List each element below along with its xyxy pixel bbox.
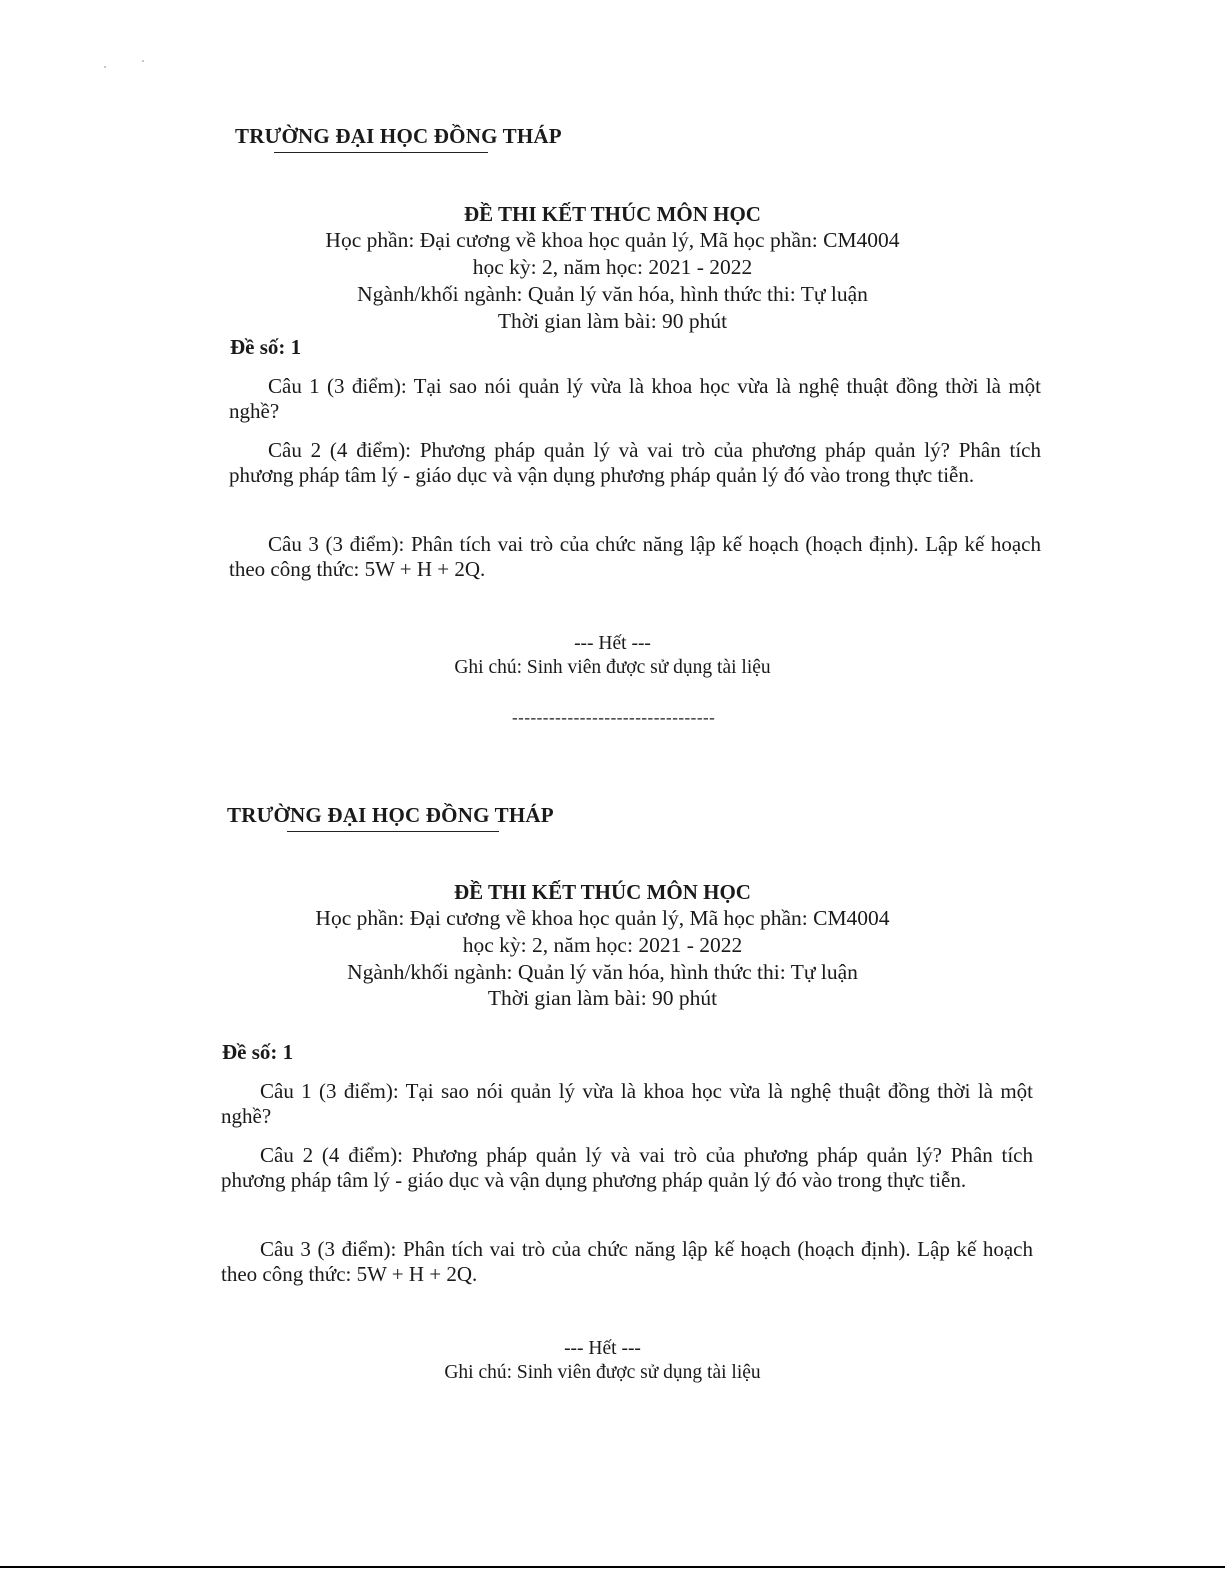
note: Ghi chú: Sinh viên được sử dụng tài liệu bbox=[444, 1362, 761, 1383]
school-name: TRƯỜNG ĐẠI HỌC ĐỒNG THÁP bbox=[235, 124, 562, 148]
question-2: Câu 2 (4 điểm): Phương pháp quản lý và vai trò của phương pháp quản lý? Phân tích phương pháp tâm lý - giáo dục và vận dụng phương pháp quản lý đó vào trong thực tiễn. bbox=[229, 438, 1041, 487]
question-3: Câu 3 (3 điểm): Phân tích vai trò của chức năng lập kế hoạch (hoạch định). Lập kế hoạch theo công thức: 5W + H + 2Q. bbox=[221, 1237, 1033, 1286]
duration-line: Thời gian làm bài: 90 phút bbox=[487, 986, 718, 1010]
exam-number: Đề số: 1 bbox=[230, 335, 302, 359]
note: Ghi chú: Sinh viên được sử dụng tài liệu bbox=[454, 657, 771, 678]
school-underline bbox=[287, 831, 499, 832]
section-divider: --------------------------------- bbox=[512, 708, 716, 727]
end-mark: --- Hết --- bbox=[574, 633, 651, 654]
exam-number: Đề số: 1 bbox=[222, 1040, 294, 1064]
major-line: Ngành/khối ngành: Quản lý văn hóa, hình thức thi: Tự luận bbox=[347, 960, 858, 984]
question-1: Câu 1 (3 điểm): Tại sao nói quản lý vừa là khoa học vừa là nghệ thuật đồng thời là một nghề? bbox=[221, 1079, 1033, 1128]
term-line: học kỳ: 2, năm học: 2021 - 2022 bbox=[462, 933, 743, 957]
question-1: Câu 1 (3 điểm): Tại sao nói quản lý vừa là khoa học vừa là nghệ thuật đồng thời là một nghề? bbox=[229, 374, 1041, 423]
duration-line: Thời gian làm bài: 90 phút bbox=[497, 309, 728, 333]
course-line: Học phần: Đại cương về khoa học quản lý, Mã học phần: CM4004 bbox=[315, 906, 890, 930]
page-bottom-edge bbox=[0, 1566, 1225, 1568]
major-line: Ngành/khối ngành: Quản lý văn hóa, hình thức thi: Tự luận bbox=[357, 282, 868, 306]
end-mark: --- Hết --- bbox=[564, 1338, 641, 1359]
course-line: Học phần: Đại cương về khoa học quản lý, Mã học phần: CM4004 bbox=[325, 228, 900, 252]
question-3: Câu 3 (3 điểm): Phân tích vai trò của chức năng lập kế hoạch (hoạch định). Lập kế hoạch theo công thức: 5W + H + 2Q. bbox=[229, 532, 1041, 581]
exam-title: ĐỀ THI KẾT THÚC MÔN HỌC bbox=[454, 880, 751, 904]
school-name: TRƯỜNG ĐẠI HỌC ĐỒNG THÁP bbox=[227, 803, 554, 827]
term-line: học kỳ: 2, năm học: 2021 - 2022 bbox=[472, 255, 753, 279]
exam-title: ĐỀ THI KẾT THÚC MÔN HỌC bbox=[464, 202, 761, 226]
question-2: Câu 2 (4 điểm): Phương pháp quản lý và vai trò của phương pháp quản lý? Phân tích phương pháp tâm lý - giáo dục và vận dụng phương pháp quản lý đó vào trong thực tiễn. bbox=[221, 1143, 1033, 1192]
